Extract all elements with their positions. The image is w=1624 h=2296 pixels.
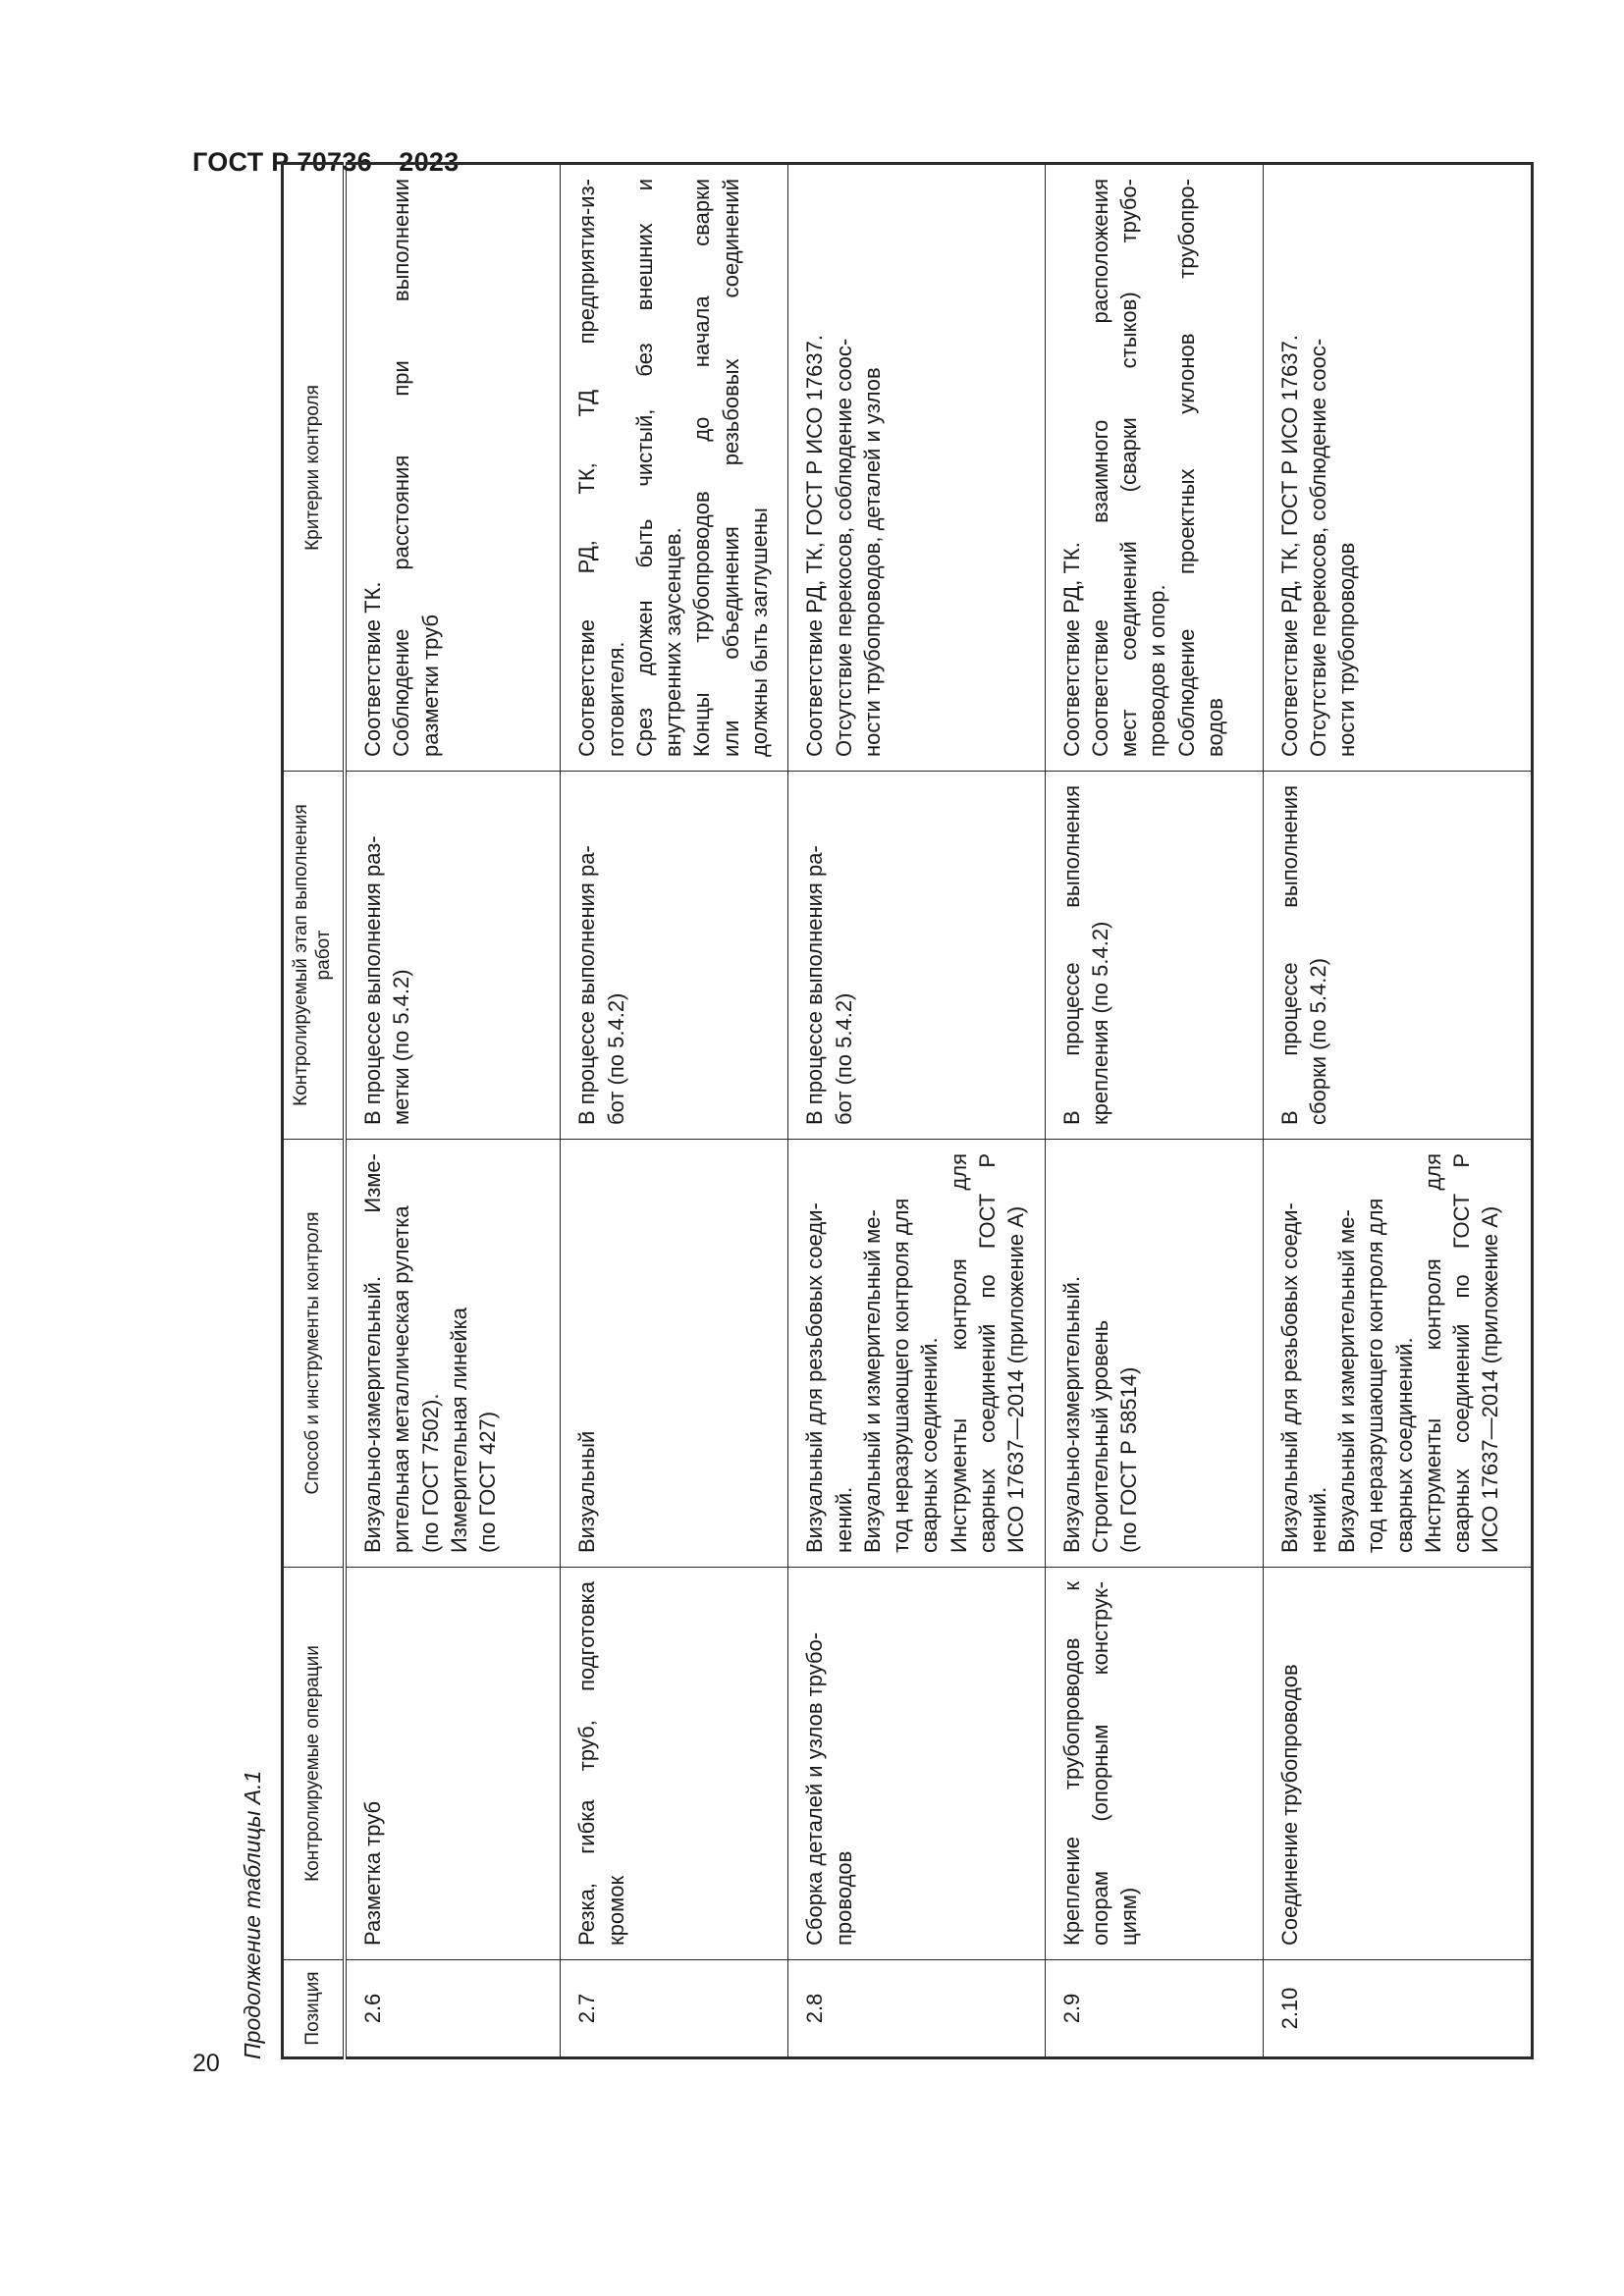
cell-text-line: Соединение трубопроводов xyxy=(1276,1664,1302,1946)
cell-text-line: водов xyxy=(1202,698,1227,757)
cell-operation xyxy=(561,1568,788,1960)
cell-text-line: должны быть заглушены xyxy=(746,507,772,757)
cell-text-line: бот (по 5.4.2) xyxy=(831,992,856,1125)
cell-stage xyxy=(1045,772,1263,1140)
cell-position: 2.10 xyxy=(1263,1960,1532,2058)
cell-text-line: В процессе выполнения ра- xyxy=(574,845,600,1125)
cell-text-line: или объединения резьбовых соединений xyxy=(718,179,743,757)
cell-text-line: Соблюдение расстояния при выполнении xyxy=(389,179,414,757)
cell-operation xyxy=(788,1568,1045,1960)
table-body xyxy=(345,164,1533,2058)
cell-operation xyxy=(345,1568,561,1960)
cell-text-line: тод неразрушающего контроля для xyxy=(889,1198,913,1553)
cell-text-line: Инструменты контроля для xyxy=(946,1153,971,1553)
table-caption: Продолжение таблицы А.1 xyxy=(240,1770,265,2059)
cell-text-line: сборки (по 5.4.2) xyxy=(1305,958,1330,1125)
cell-text-line: циям) xyxy=(1116,1887,1142,1946)
cell-position: 2.9 xyxy=(1045,1960,1263,2058)
cell-text-line: Измерительная линейка xyxy=(446,1308,471,1553)
cell-stage xyxy=(1263,772,1532,1140)
cell-text-line: В процессе выполнения xyxy=(1276,785,1302,1125)
cell-text-line: Строительный уровень xyxy=(1087,1319,1112,1553)
cell-position: 2.6 xyxy=(345,1960,561,2058)
cell-text-line: сварных соединений. xyxy=(917,1337,943,1553)
cell-text-line: Разметка труб xyxy=(360,1800,385,1946)
column-header-operations: Контролируемые операции xyxy=(283,1568,346,1960)
table-row xyxy=(345,164,561,2058)
cell-method xyxy=(345,1140,561,1568)
rotated-table-container xyxy=(232,165,1503,2059)
cell-text-line: Соответствие взаимного расположения xyxy=(1087,179,1112,757)
page-number: 20 xyxy=(192,2050,220,2077)
cell-text-line: ности трубопроводов, деталей и узлов xyxy=(859,367,885,757)
cell-operation xyxy=(1263,1568,1532,1960)
cell-text-line: В процессе выполнения раз- xyxy=(360,835,385,1125)
cell-text-line: Соответствие РД, ТК, ГОСТ Р ИСО 17637. xyxy=(802,335,828,757)
cell-text-line: разметки труб xyxy=(417,614,443,757)
cell-text-line: Визуально-измерительный. xyxy=(1058,1275,1084,1553)
table-row xyxy=(561,164,788,2058)
cell-text-line: Визуальный xyxy=(574,1430,600,1553)
cell-text-line: тод неразрушающего контроля для xyxy=(1363,1198,1388,1553)
cell-text-line: Соответствие РД, ТК, ГОСТ Р ИСО 17637. xyxy=(1276,335,1302,757)
cell-text-line: рительная металлическая рулетка xyxy=(389,1205,414,1553)
cell-text-line: внутренних заусенцев. xyxy=(661,527,686,757)
cell-text-line: мест соединений (сварки стыков) трубо- xyxy=(1116,179,1142,757)
cell-criteria xyxy=(1045,164,1263,772)
cell-position: 2.7 xyxy=(561,1960,788,2058)
cell-text-line: ности трубопроводов xyxy=(1334,542,1360,757)
cell-text-line: кромок xyxy=(603,1875,628,1946)
cell-text-line: (по ГОСТ 427) xyxy=(475,1411,500,1553)
cell-text-line: (по ГОСТ 7502). xyxy=(417,1393,443,1553)
cell-text-line: Визуально-измерительный. Изме- xyxy=(360,1153,385,1553)
cell-text-line: проводов и опор. xyxy=(1145,584,1170,757)
cell-text-line: сварных соединений. xyxy=(1391,1337,1417,1553)
cell-position: 2.8 xyxy=(788,1960,1045,2058)
table-row xyxy=(788,164,1045,2058)
cell-stage xyxy=(345,772,561,1140)
cell-criteria xyxy=(788,164,1045,772)
cell-stage xyxy=(561,772,788,1140)
cell-method xyxy=(1263,1140,1532,1568)
document-header: ГОСТ Р 70736—2023 xyxy=(192,147,460,177)
cell-text-line: Визуальный и измерительный ме- xyxy=(1334,1209,1360,1553)
cell-text-line: опорам (опорным конструк- xyxy=(1087,1581,1112,1946)
cell-criteria xyxy=(561,164,788,772)
cell-text-line: (по ГОСТ Р 58514) xyxy=(1116,1366,1142,1553)
cell-text-line: Отсутствие перекосов, соблюдение соос- xyxy=(1305,338,1330,757)
cell-text-line: Соответствие ТК. xyxy=(360,581,385,757)
cell-criteria xyxy=(345,164,561,772)
cell-method xyxy=(561,1140,788,1568)
cell-text-line: сварных соединений по ГОСТ Р xyxy=(974,1153,1000,1553)
cell-method xyxy=(1045,1140,1263,1568)
cell-text-line: Резка, гибка труб, подготовка xyxy=(574,1581,600,1946)
column-header-method: Способ и инструменты контроля xyxy=(283,1140,346,1568)
cell-text-line: нений. xyxy=(831,1486,856,1553)
cell-text-line: метки (по 5.4.2) xyxy=(389,969,414,1125)
cell-text-line: бот (по 5.4.2) xyxy=(603,992,628,1125)
cell-text-line: Соответствие РД, ТК. xyxy=(1058,542,1084,757)
cell-text-line: Сборка деталей и узлов трубо- xyxy=(802,1631,828,1946)
cell-criteria xyxy=(1263,164,1532,772)
cell-operation xyxy=(1045,1568,1263,1960)
cell-text-line: проводов xyxy=(831,1850,856,1946)
cell-text-line: нений. xyxy=(1305,1486,1330,1553)
column-header-criteria: Критерии контроля xyxy=(283,164,346,772)
cell-text-line: Визуальный для резьбовых соеди- xyxy=(802,1202,828,1553)
cell-text-line: сварных соединений по ГОСТ Р xyxy=(1449,1153,1475,1553)
cell-text-line: В процессе выполнения ра- xyxy=(802,845,828,1125)
cell-stage xyxy=(788,772,1045,1140)
cell-text-line: Визуальный для резьбовых соеди- xyxy=(1276,1202,1302,1553)
table-row xyxy=(1045,164,1263,2058)
cell-text-line: Крепление трубопроводов к xyxy=(1058,1581,1084,1946)
table-row xyxy=(1263,164,1532,2058)
cell-text-line: Инструменты контроля для xyxy=(1420,1153,1445,1553)
cell-text-line: Концы трубопроводов до начала сварки xyxy=(689,179,715,757)
cell-text-line: В процессе выполнения xyxy=(1058,785,1084,1125)
cell-text-line: Срез должен быть чистый, без внешних и xyxy=(631,179,657,757)
cell-text-line: ИСО 17637—2014 (приложение А) xyxy=(1003,1205,1028,1553)
cell-text-line: крепления (по 5.4.2) xyxy=(1087,921,1112,1125)
cell-text-line: Соблюдение проектных уклонов трубопро- xyxy=(1173,179,1199,757)
control-table xyxy=(281,162,1534,2059)
column-header-stage: Контролируемый этап выполнения работ xyxy=(283,772,346,1140)
cell-text-line: Визуальный и измерительный ме- xyxy=(859,1209,885,1553)
table-header-row xyxy=(283,164,346,2058)
cell-text-line: Отсутствие перекосов, соблюдение соос- xyxy=(831,338,856,757)
cell-text-line: Соответствие РД, ТК, ТД предприятия-из- xyxy=(574,179,600,757)
cell-text-line: ИСО 17637—2014 (приложение А) xyxy=(1478,1205,1503,1553)
cell-method xyxy=(788,1140,1045,1568)
column-header-position: Позиция xyxy=(283,1960,346,2058)
cell-text-line: готовителя. xyxy=(603,641,628,757)
